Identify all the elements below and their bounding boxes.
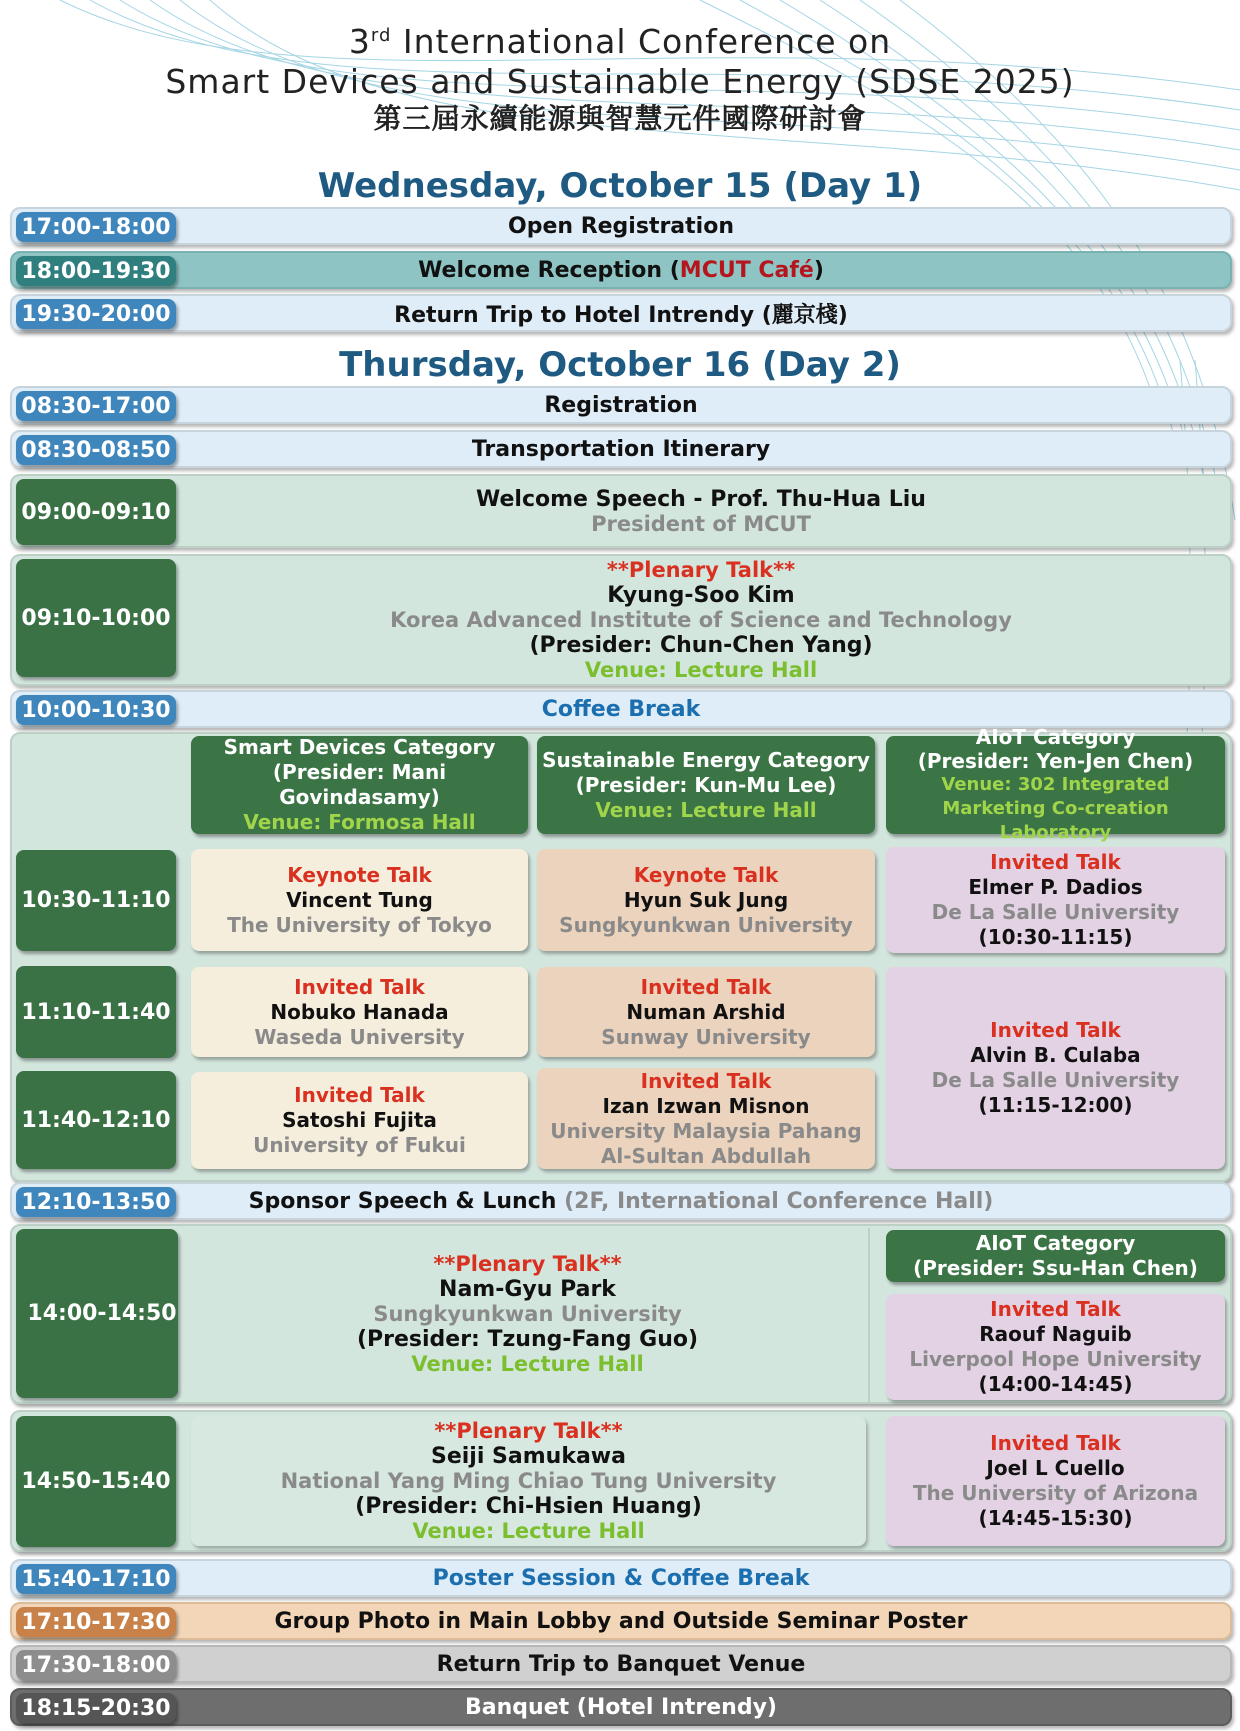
conference-title <box>0 16 1240 136</box>
category-title: Smart Devices Category <box>223 735 496 759</box>
talk-label: **Plenary Talk** <box>606 557 796 582</box>
speaker-affiliation: Liverpool Hope University <box>909 1347 1202 1371</box>
speaker-name: Nam-Gyu Park <box>439 1276 616 1302</box>
talk-card <box>886 1294 1225 1400</box>
speaker-name: Izan Izwan Misnon <box>602 1093 810 1118</box>
talk-time: (14:45-15:30) <box>978 1506 1133 1530</box>
category-title: AIoT Category <box>975 725 1136 749</box>
speaker-affiliation: Sungkyunkwan University <box>373 1301 682 1326</box>
category-presider: (Presider: Ssu-Han Chen) <box>913 1256 1198 1280</box>
speaker-name: Numan Arshid <box>626 999 786 1024</box>
row-group-photo <box>10 1602 1232 1640</box>
talk-label: Invited Talk <box>990 1431 1121 1455</box>
talk-card <box>886 847 1225 953</box>
plenary-3-content <box>191 1416 866 1546</box>
time-badge: 17:30-18:00 <box>16 1650 176 1680</box>
row-title: Banquet (Hotel Intrendy) <box>465 1694 777 1720</box>
speaker-affiliation: University Malaysia Pahang <box>550 1118 862 1143</box>
row-title: Poster Session & Coffee Break <box>432 1565 810 1591</box>
speaker-affiliation: De La Salle University <box>931 900 1180 924</box>
speaker-name: Raouf Naguib <box>979 1322 1132 1346</box>
category-venue: Venue: 302 Integrated Marketing Co-creation Laboratory <box>941 774 1170 843</box>
talk-card <box>886 1416 1225 1546</box>
category-presider: (Presider: Mani Govindasamy) <box>272 760 447 809</box>
time-badge: 10:00-10:30 <box>16 695 176 725</box>
row-title: Group Photo in Main Lobby and Outside Seminar Poster <box>274 1608 968 1634</box>
row-sponsor-lunch <box>10 1182 1232 1220</box>
talk-label: Invited Talk <box>990 1018 1121 1042</box>
row-title: Registration <box>544 392 698 418</box>
row-title: Transportation Itinerary <box>471 436 771 462</box>
talk-card <box>191 1072 528 1169</box>
row-plenary-1 <box>10 554 1232 686</box>
row-subtitle: President of MCUT <box>591 511 811 536</box>
category-aiot <box>886 725 1225 843</box>
talk-label: Keynote Talk <box>287 862 432 887</box>
time-badge: 08:30-08:50 <box>16 435 176 465</box>
talk-label: Keynote Talk <box>633 862 779 887</box>
time-badge: 09:10-10:00 <box>16 559 176 677</box>
row-welcome-reception <box>10 251 1232 289</box>
talk-time: (11:15-12:00) <box>978 1093 1133 1117</box>
category-venue: Venue: Formosa Hall <box>243 810 476 834</box>
talk-card <box>886 967 1225 1169</box>
talk-card <box>537 1068 875 1169</box>
speaker-affiliation: Sungkyunkwan University <box>559 912 853 937</box>
talk-time: (14:00-14:45) <box>978 1372 1133 1396</box>
time-badge: 18:00-19:30 <box>16 256 176 286</box>
row-title: Welcome Speech - Prof. Thu-Hua Liu <box>476 486 926 512</box>
talk-time: (10:30-11:15) <box>978 925 1133 949</box>
time-badge: 19:30-20:00 <box>16 299 176 329</box>
talk-label: **Plenary Talk** <box>434 1418 623 1443</box>
category-presider: (Presider: Yen-Jen Chen) <box>917 749 1194 773</box>
time-badge: 18:15-20:30 <box>16 1693 176 1723</box>
presider: (Presider: Chun-Chen Yang) <box>529 632 873 658</box>
speaker-affiliation: De La Salle University <box>931 1068 1180 1092</box>
speaker-affiliation: Sunway University <box>601 1024 811 1049</box>
row-title: Return Trip to Hotel Intrendy (麗京棧) <box>394 302 848 328</box>
speaker-name: Vincent Tung <box>286 887 433 912</box>
speaker-name: Kyung-Soo Kim <box>607 582 795 608</box>
time-badge: 11:10-11:40 <box>16 966 176 1058</box>
row-transportation <box>10 430 1232 468</box>
row-poster-session <box>10 1559 1232 1597</box>
talk-label: Invited Talk <box>990 850 1121 874</box>
speaker-name: Hyun Suk Jung <box>623 887 789 912</box>
time-badge: 17:10-17:30 <box>16 1607 176 1637</box>
row-title: Sponsor Speech & Lunch (2F, International Conference Hall) <box>248 1188 994 1214</box>
time-badge: 12:10-13:50 <box>16 1187 176 1217</box>
category-sustainable-energy <box>537 736 875 834</box>
speaker-affiliation: Al-Sultan Abdullah <box>600 1143 812 1168</box>
time-badge: 11:40-12:10 <box>16 1071 176 1169</box>
title-line-3: 第三屆永續能源與智慧元件國際研討會 <box>373 102 867 135</box>
talk-card <box>537 849 875 951</box>
venue: Venue: Lecture Hall <box>584 657 818 682</box>
talk-label: Invited Talk <box>640 974 772 999</box>
time-badge: 09:00-09:10 <box>16 479 176 545</box>
talk-label: Invited Talk <box>294 1083 425 1107</box>
talk-card <box>191 849 528 951</box>
row-return-banquet <box>10 1645 1232 1683</box>
divider <box>868 1228 870 1402</box>
time-badge: 08:30-17:00 <box>16 391 176 421</box>
talk-card <box>191 967 528 1057</box>
row-open-registration <box>10 207 1232 245</box>
talk-card <box>537 967 875 1057</box>
speaker-affiliation: University of Fukui <box>253 1133 466 1157</box>
day1-heading: Wednesday, October 15 (Day 1) <box>317 166 923 206</box>
time-badge: 14:50-15:40 <box>16 1416 176 1547</box>
category-presider: (Presider: Kun-Mu Lee) <box>575 772 837 797</box>
speaker-name: Seiji Samukawa <box>431 1443 626 1469</box>
row-coffee-break <box>10 690 1232 728</box>
speaker-affiliation: The University of Tokyo <box>227 912 492 937</box>
row-return-hotel <box>10 294 1232 332</box>
speaker-affiliation: Korea Advanced Institute of Science and Technology <box>390 607 1012 632</box>
category-venue: Venue: Lecture Hall <box>595 797 817 822</box>
speaker-name: Satoshi Fujita <box>282 1108 437 1132</box>
speaker-affiliation: National Yang Ming Chiao Tung University <box>280 1468 777 1493</box>
speaker-name: Elmer P. Dadios <box>968 875 1143 899</box>
speaker-affiliation: Waseda University <box>254 1024 465 1049</box>
plenary-2-content <box>186 1234 869 1394</box>
presider: (Presider: Chi-Hsien Huang) <box>355 1493 702 1519</box>
speaker-affiliation: The University of Arizona <box>912 1481 1199 1505</box>
talk-label: Invited Talk <box>990 1297 1121 1321</box>
time-badge: 15:40-17:10 <box>16 1564 176 1594</box>
row-registration <box>10 386 1232 424</box>
row-banquet <box>10 1688 1232 1726</box>
presider: (Presider: Tzung-Fang Guo) <box>356 1326 699 1352</box>
time-badge: 10:30-11:10 <box>16 850 176 951</box>
talk-label: **Plenary Talk** <box>433 1251 622 1276</box>
venue: Venue: Lecture Hall <box>411 1351 644 1376</box>
talk-label: Invited Talk <box>640 1068 772 1093</box>
talk-label: Invited Talk <box>294 974 425 999</box>
day2-heading: Thursday, October 16 (Day 2) <box>339 345 901 385</box>
category-title: AIoT Category <box>975 1231 1136 1255</box>
category-title: Sustainable Energy Category <box>542 747 870 772</box>
row-title: Coffee Break <box>541 696 701 722</box>
row-title: Return Trip to Banquet Venue <box>436 1651 806 1677</box>
category-smart-devices <box>191 736 528 834</box>
row-title: Open Registration <box>508 213 734 239</box>
time-badge: 14:00-14:50 <box>16 1229 178 1398</box>
time-badge: 17:00-18:00 <box>16 212 176 242</box>
speaker-name: Nobuko Hanada <box>270 999 449 1024</box>
title-line-1: 3rd International Conference on <box>348 22 892 61</box>
speaker-name: Joel L Cuello <box>986 1456 1125 1480</box>
row-welcome-speech <box>10 474 1232 548</box>
venue: Venue: Lecture Hall <box>412 1518 645 1543</box>
row-title: Welcome Reception (MCUT Café) <box>418 257 824 283</box>
speaker-name: Alvin B. Culaba <box>970 1043 1141 1067</box>
category-aiot-2 <box>886 1230 1225 1282</box>
title-line-2: Smart Devices and Sustainable Energy (SDSE 2025) <box>165 62 1075 101</box>
